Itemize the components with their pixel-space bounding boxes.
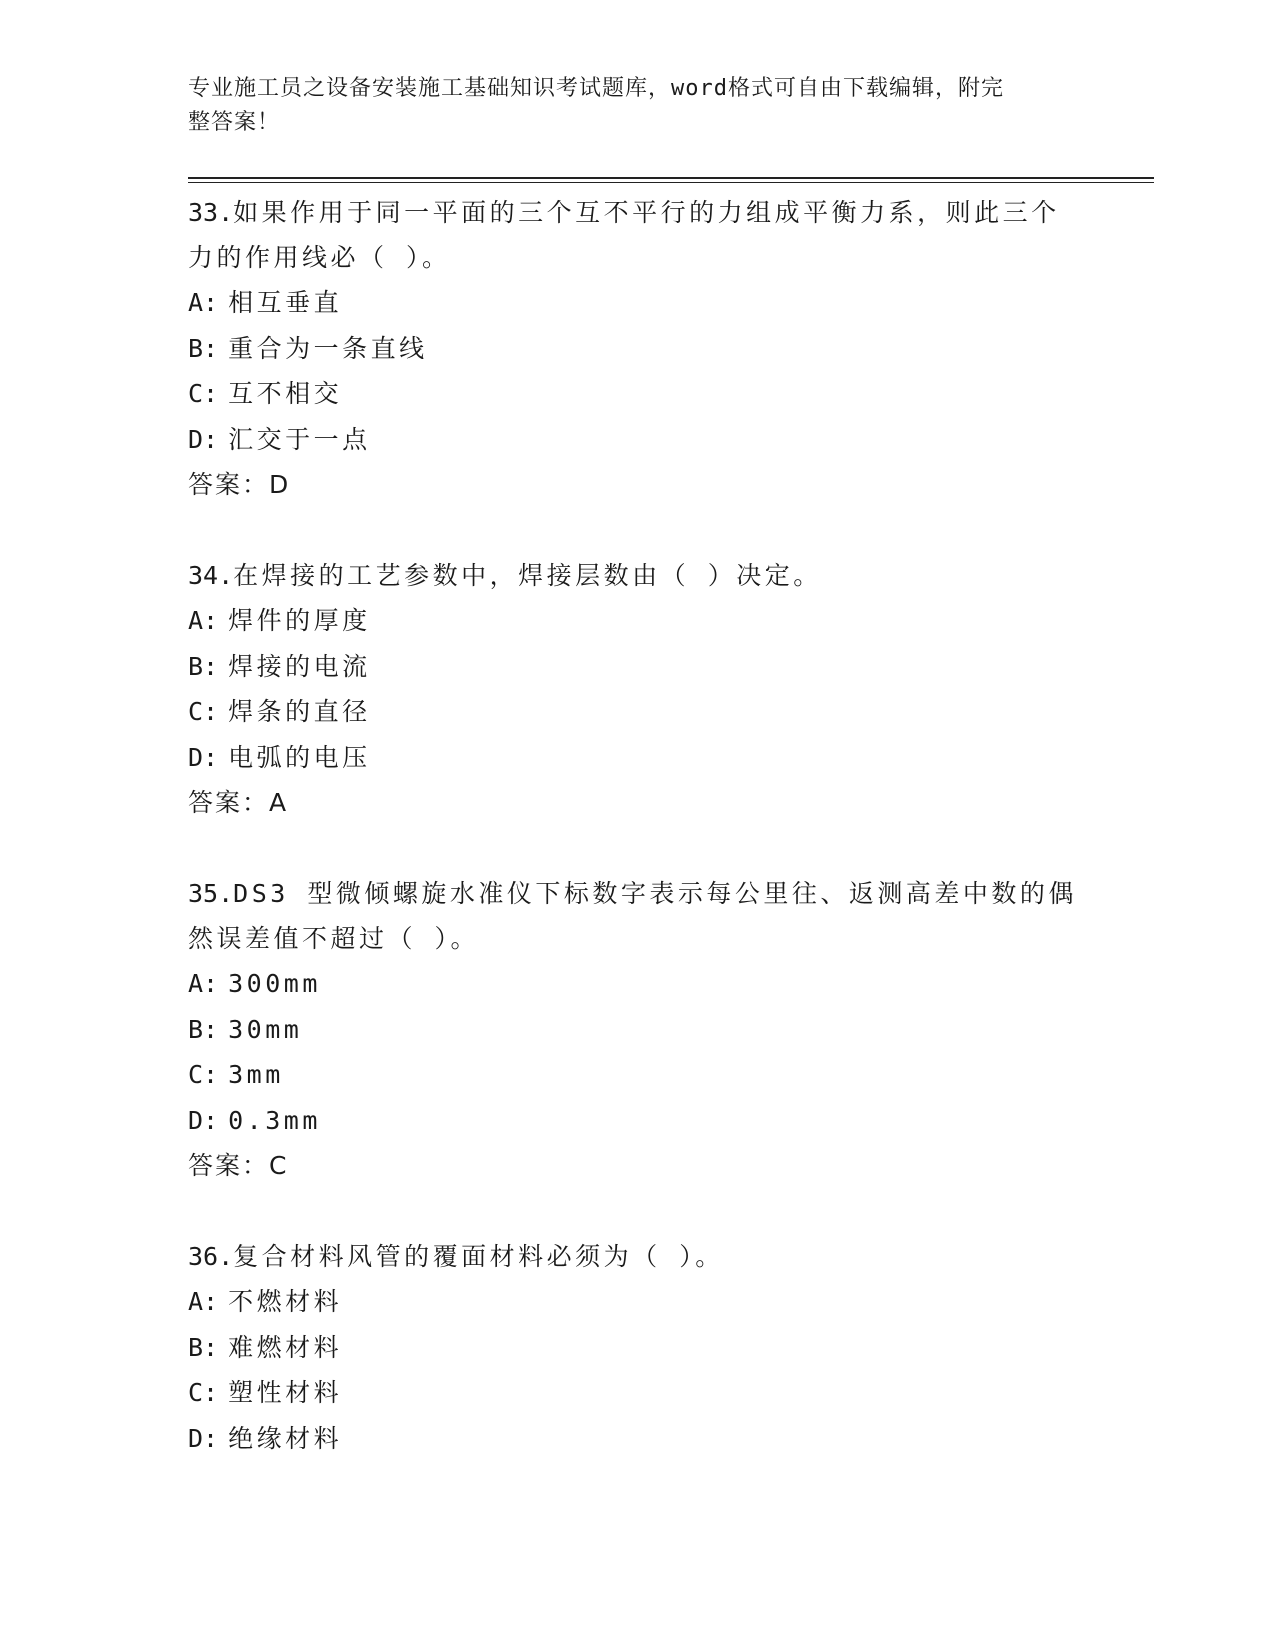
question-stem <box>188 1234 1088 1279</box>
option-key: B: <box>188 1014 219 1044</box>
question-stem <box>188 190 1088 235</box>
question-stem-line-1: 如果作用于同一平面的三个互不平行的力组成平衡力系，则此三个 <box>233 198 1060 227</box>
question-list <box>188 190 1088 1461</box>
option-key: B: <box>188 1332 219 1362</box>
option-text: 相互垂直 <box>228 288 343 317</box>
question-stem <box>188 871 1088 916</box>
option-key: D: <box>188 424 219 454</box>
option-key: D: <box>188 1105 219 1135</box>
option-text: 300mm <box>228 969 321 998</box>
option-text: 不燃材料 <box>228 1287 343 1316</box>
option-text: 绝缘材料 <box>228 1423 343 1453</box>
option-key: C: <box>188 1378 219 1407</box>
option-a <box>188 961 1088 1007</box>
option-text: 30mm <box>228 1014 303 1044</box>
question-36 <box>188 1234 1088 1461</box>
option-b <box>188 326 1088 372</box>
question-number: 33. <box>188 198 234 227</box>
document-header <box>188 72 1068 140</box>
option-text: 0.3mm <box>228 1105 321 1135</box>
option-key: C: <box>188 1060 219 1089</box>
question-stem <box>188 553 1088 598</box>
option-b <box>188 1007 1088 1053</box>
question-spacer <box>188 1188 1088 1234</box>
option-key: C: <box>188 379 219 408</box>
question-number: 35. <box>188 879 234 908</box>
option-d <box>188 1416 1088 1462</box>
question-stem-line-2: 力的作用线必（ ）。 <box>188 243 451 272</box>
option-key: B: <box>188 333 219 363</box>
header-divider-thin <box>188 182 1154 183</box>
option-key: A: <box>188 969 219 998</box>
option-a <box>188 598 1088 644</box>
question-33 <box>188 190 1088 507</box>
option-text: 焊件的厚度 <box>228 606 371 635</box>
question-number: 34. <box>188 561 234 590</box>
answer-line: 答案：A <box>188 788 289 817</box>
option-key: D: <box>188 742 219 772</box>
option-b <box>188 644 1088 690</box>
option-d <box>188 735 1088 781</box>
question-stem-line-1: DS3 型微倾螺旋水准仪下标数字表示每公里往、返测高差中数的偶 <box>233 879 1077 908</box>
option-key: D: <box>188 1423 219 1453</box>
question-stem-line-2: 然误差值不超过（ ）。 <box>188 924 480 953</box>
option-key: A: <box>188 1287 219 1316</box>
option-c <box>188 371 1088 417</box>
question-spacer <box>188 825 1088 871</box>
header-line-1: 专业施工员之设备安装施工基础知识考试题库，word格式可自由下载编辑，附完 <box>188 76 1004 101</box>
header-divider-thick <box>188 177 1154 179</box>
question-stem-line-1: 在焊接的工艺参数中，焊接层数由（ ）决定。 <box>233 561 822 590</box>
option-key: A: <box>188 288 219 317</box>
option-text: 重合为一条直线 <box>228 333 428 363</box>
answer-line: 答案：C <box>188 1151 289 1180</box>
header-line-2: 整答案！ <box>188 110 281 135</box>
question-34 <box>188 553 1088 825</box>
option-text: 互不相交 <box>228 379 343 408</box>
option-text: 焊条的直径 <box>228 697 371 726</box>
option-c <box>188 1052 1088 1098</box>
question-stem-line-1: 复合材料风管的覆面材料必须为（ ）。 <box>233 1242 724 1271</box>
option-key: A: <box>188 606 219 635</box>
question-number: 36. <box>188 1242 234 1271</box>
option-key: B: <box>188 651 219 681</box>
option-c <box>188 689 1088 735</box>
option-text: 难燃材料 <box>228 1332 343 1362</box>
question-spacer <box>188 507 1088 553</box>
question-35 <box>188 871 1088 1188</box>
option-key: C: <box>188 697 219 726</box>
option-text: 焊接的电流 <box>228 651 371 681</box>
option-c <box>188 1370 1088 1416</box>
option-a <box>188 1279 1088 1325</box>
option-text: 3mm <box>228 1060 284 1089</box>
option-text: 电弧的电压 <box>228 742 371 772</box>
option-d <box>188 1098 1088 1144</box>
answer-line: 答案：D <box>188 470 291 499</box>
option-a <box>188 280 1088 326</box>
option-text: 塑性材料 <box>228 1378 343 1407</box>
option-text: 汇交于一点 <box>228 424 371 454</box>
option-d <box>188 417 1088 463</box>
option-b <box>188 1325 1088 1371</box>
